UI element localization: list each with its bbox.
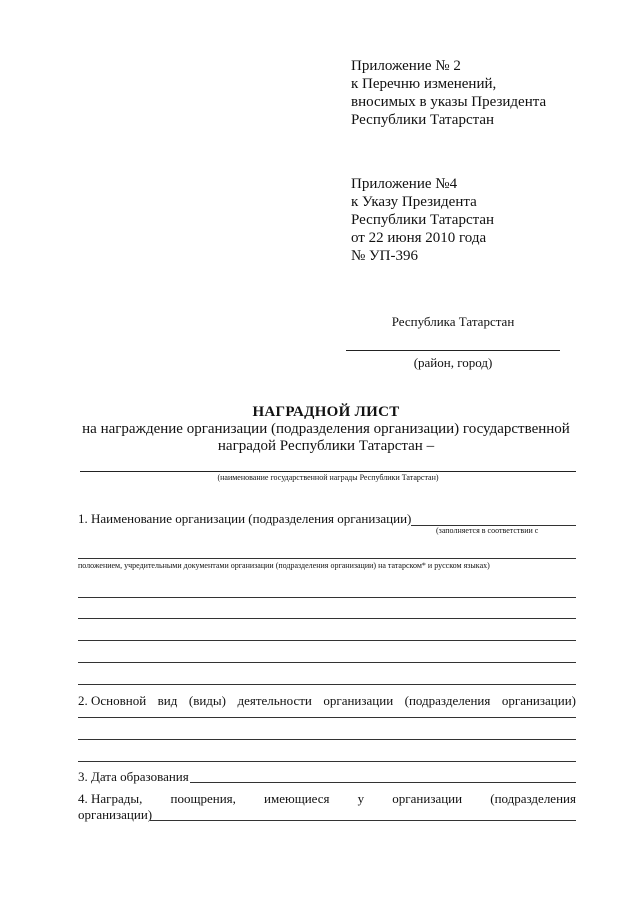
organization-name-field-line[interactable] (78, 661, 576, 663)
appendix-line: Республики Татарстан (351, 212, 495, 228)
appendix-line: вносимых в указы Президента (351, 94, 547, 110)
region-block (346, 313, 560, 371)
label-word: (подразделения (490, 791, 576, 806)
label-word: организации) (501, 693, 576, 708)
appendix-line: к Указу Президента (351, 194, 477, 210)
label-word: имеющиеся (264, 791, 330, 806)
main-activity-field-line[interactable] (78, 760, 576, 762)
organization-name-field-line[interactable] (78, 639, 576, 641)
label-word: вид (157, 693, 178, 708)
main-activity-field-line[interactable] (78, 738, 576, 740)
appendix-line: Приложение № 2 (351, 58, 461, 74)
appendix-line: к Перечню изменений, (351, 76, 497, 92)
awards-field[interactable] (150, 819, 576, 821)
award-name-field[interactable] (80, 470, 576, 472)
main-activity-label (78, 693, 576, 709)
label-word: у (357, 791, 365, 806)
organization-name-field-line[interactable] (78, 617, 576, 619)
label-word: организации (392, 791, 463, 806)
organization-name-field-line[interactable] (78, 683, 576, 685)
label-word: (подразделения (404, 693, 491, 708)
document-subtitle: наградой Республики Татарстан – (217, 438, 435, 454)
organization-name-field-line[interactable] (78, 596, 576, 598)
label-word: организации (323, 693, 394, 708)
appendix-line: № УП-396 (351, 248, 419, 264)
organization-name-hint: (заполняется в соответствии с (436, 526, 539, 535)
label-word: 4. Награды, (78, 791, 143, 806)
awards-label (78, 791, 576, 807)
awards-label-continuation: организации) (78, 807, 153, 822)
district-city-field[interactable] (346, 349, 560, 351)
award-name-caption: (наименование государственной награды Республики Татарстан) (217, 473, 439, 482)
label-word: 2. Основной (78, 693, 147, 708)
republic-name: Республика Татарстан (391, 314, 515, 329)
document-title: НАГРАДНОЙ ЛИСТ (252, 404, 400, 420)
appendix-2-header (351, 57, 546, 129)
organization-name-hint-2: положением, учредительными документами организации (подразделения организации) на татарском* и русском языках) (78, 561, 490, 570)
appendix-line: от 22 июня 2010 года (351, 230, 487, 246)
label-word: поощрения, (170, 791, 236, 806)
appendix-line: Приложение №4 (351, 176, 458, 192)
appendix-line: Республики Татарстан (351, 112, 495, 128)
label-word: (виды) (188, 693, 226, 708)
main-activity-field-line[interactable] (78, 716, 576, 718)
label-word: деятельности (237, 693, 312, 708)
foundation-date-field[interactable] (190, 781, 576, 783)
organization-name-label: 1. Наименование организации (подразделения организации) (78, 511, 412, 526)
appendix-4-header (351, 175, 494, 265)
document-subtitle: на награждение организации (подразделения организации) государственной (82, 421, 570, 437)
organization-name-field-line[interactable] (78, 557, 576, 559)
title-block (76, 403, 576, 455)
foundation-date-label: 3. Дата образования (78, 769, 189, 784)
district-city-caption: (район, город) (413, 355, 493, 370)
